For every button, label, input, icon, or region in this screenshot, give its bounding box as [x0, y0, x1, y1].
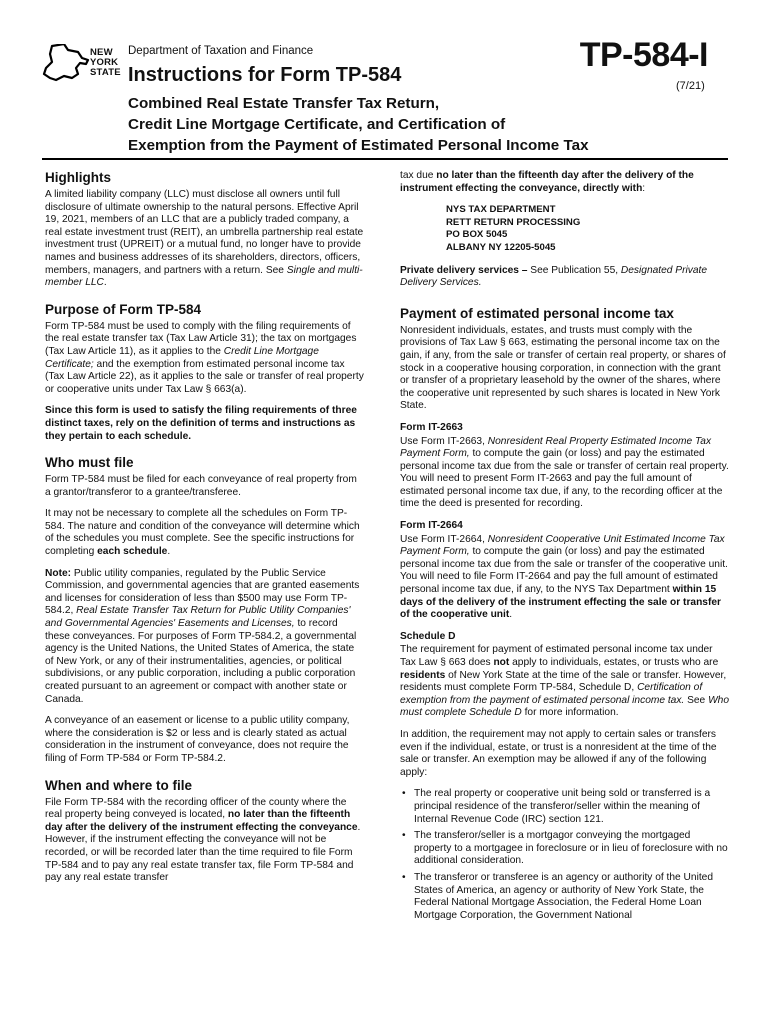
who-paragraph-2 [45, 508, 365, 558]
emphasis: within 15 days of the delivery of the instrument effecting the sale or transfer of the cooperative unit [400, 584, 721, 621]
subtitle-line: Combined Real Estate Transfer Tax Return, [128, 95, 440, 112]
private-delivery-paragraph [400, 265, 730, 290]
text: Form TP-584 must be used to comply with the filing requirements of the real estate transfer tax (Tax Law Article 31); the tax on mortgages (Tax Law Article 11), as it applies to the [45, 320, 357, 357]
revision-date: (7/21) [676, 80, 705, 92]
mailing-address [446, 204, 730, 254]
list-item: • The real property or cooperative unit being sold or transferred is a principal residence of the transferor/seller within the meaning of Internal Revenue Code (IRC) section 121. [414, 788, 730, 826]
highlights-paragraph [45, 189, 365, 290]
text: . [509, 609, 513, 621]
text: See [684, 694, 709, 706]
payment-section [400, 306, 730, 923]
text: It may not be necessary to complete all the schedules on Form TP-584. The nature and condition of the conveyance will determine which of the schedules you must complete. See the specific instructions for completing [45, 508, 360, 558]
left-column [45, 170, 365, 897]
continued-paragraph [400, 170, 730, 195]
text: and the exemption from estimated personal income tax (Tax Law Article 22), as it applies to the sale or transfer of real property or cooperative units under Tax Law § 663(a). [45, 358, 364, 395]
emphasis: each schedule [97, 546, 168, 558]
it2663-paragraph [400, 436, 730, 512]
text: File Form TP-584 with the recording officer of the county where the real property being conveyed is located, [45, 796, 347, 821]
text: . However, if the instrument effecting the conveyance will not be recorded, or will be recorded later than the time required to file Form TP-584 and to pay any real estate transfer tax, file Form TP-584 and pay any real estate transfer [45, 821, 361, 884]
form-title-reference: Nonresident Cooperative Unit Estimated Income Tax Payment Form, [400, 533, 725, 558]
logo-word-new: NEW [90, 47, 113, 58]
right-column [400, 170, 730, 934]
form-title-reference: Real Estate Transfer Tax Return for Public Utility Companies' and Governmental Agencies' Easements and Licenses, [45, 605, 351, 630]
text: See Publication 55, [527, 264, 621, 276]
exemption-list [400, 788, 730, 922]
address-line: RETT RETURN PROCESSING [446, 216, 581, 228]
note-paragraph [45, 568, 365, 707]
section-reference: Who must complete Schedule D [400, 694, 730, 719]
highlights-section [45, 170, 365, 290]
purpose-section [45, 302, 365, 443]
emphasis: not [493, 657, 510, 668]
purpose-note: Since this form is used to satisfy the filing requirements of three distinct taxes, rely on the definition of terms and instructions as they pertain to each schedule. [45, 405, 357, 442]
purpose-paragraph [45, 321, 365, 397]
nys-logo [42, 44, 122, 86]
subtitle-line: Credit Line Mortgage Certificate, and Certification of [128, 116, 506, 133]
form-number: TP-584-I [579, 36, 708, 74]
text: apply to individuals, estates, or trusts who are [509, 657, 719, 668]
page-title: Instructions for Form TP-584 [128, 64, 402, 86]
text: to compute the gain (or loss) and pay the estimated personal income tax due from the sale or transfer of the cooperative unit. You will need to file Form IT-2664 and pay the full amount of estimated personal income tax due, if any, to the NYS Tax Department [400, 546, 728, 596]
payment-paragraph: Nonresident individuals, estates, and trusts must comply with the provisions of Tax Law § 663, estimating the personal income tax on the gain, if any, from the sale or transfer of certain real property, or shares of stock in a cooperative housing corporation, in connection with the grant or transfer of a proprietary leasehold by the owner of the shares, where the cooperative unit represented by such shares is located in New York State. [400, 324, 726, 412]
text: Use Form IT-2663, [400, 435, 488, 447]
text: of New York State at the time of the sale or transfer. However, residents must complete Form TP-584, Schedule D, [400, 669, 727, 694]
header-divider [42, 158, 728, 160]
it2664-paragraph [400, 534, 730, 622]
logo-word-state: STATE [90, 67, 121, 78]
address-line: ALBANY NY 12205-5045 [446, 241, 556, 253]
emphasis: no later than the fifteenth day after the delivery of the instrument effecting the conveyance [45, 809, 358, 833]
text: . [103, 277, 107, 289]
emphasis: residents [400, 669, 446, 681]
highlights-heading: Highlights [45, 170, 111, 185]
logo-word-york: YORK [90, 57, 119, 68]
text: : [642, 182, 646, 194]
who-paragraph-1: Form TP-584 must be filed for each conveyance of real property from a grantor/transferor to a grantee/transferee. [45, 474, 357, 498]
payment-heading: Payment of estimated personal income tax [400, 305, 674, 321]
who-paragraph-4: A conveyance of an easement or license to a public utility company, where the consideration is $2 or less and is clearly stated as actual consideration in the instrument of conveyance, does not require the filing of Form TP-584 or Form TP-584.2. [45, 715, 350, 764]
text: A limited liability company (LLC) must disclose all owners until full disclosure of ultimate ownership to the natural persons. Effective April 19, 2021, members of an LLC that are a publicly traded company, a real estate investment trust (REIT), an umbrella partnership real estate investment trust (UPREIT) or a mutual fund, no longer have to provide names and business addresses of its shareholders, directors, officers, members, managers, and partners with a return. See [45, 189, 364, 276]
address-line: PO BOX 5045 [446, 229, 508, 241]
new-york-state-map-icon [42, 44, 90, 84]
note-label: Note: [45, 567, 72, 579]
text: tax due [400, 170, 437, 181]
addition-paragraph: In addition, the requirement may not apply to certain sales or transfers even if the individual, estate, or trust is a nonresident at the time of the sale or transfer. An exemption may be allowed if any of the following apply: [400, 728, 717, 778]
text: Use Form IT-2664, [400, 533, 488, 545]
purpose-heading: Purpose of Form TP-584 [45, 301, 202, 317]
schedule-d-paragraph [400, 644, 730, 720]
address-line: NYS TAX DEPARTMENT [446, 204, 556, 216]
list-item: • The transferor/seller is a mortgagor conveying the mortgaged property to a mortgagee in foreclosure or in lieu of foreclosure with no additional consideration. [414, 830, 730, 868]
subtitle-line: Exemption from the Payment of Estimated Personal Income Tax [128, 137, 589, 154]
text: Public utility companies, regulated by the Public Service Commission, and governmental agencies that are granted easements and licenses for consideration of less than $500 may use Form TP-584.2, [45, 567, 360, 617]
schedule-d-heading: Schedule D [400, 630, 456, 642]
department-name: Department of Taxation and Finance [128, 45, 314, 57]
publication-reference: Designated Private Delivery Services. [400, 264, 707, 289]
text: for more information. [521, 707, 619, 719]
subtitle [128, 93, 728, 156]
it2663-heading: Form IT-2663 [400, 421, 463, 433]
who-must-file-section [45, 455, 365, 765]
private-delivery-label: Private delivery services – [400, 264, 528, 276]
text: . [167, 546, 171, 558]
form-title-reference: Nonresident Real Property Estimated Income Tax Payment Form, [400, 435, 712, 460]
credit-line-reference: Credit Line Mortgage Certificate; [45, 345, 319, 370]
text: to record these conveyances. For purposes of Form TP-584.2, a governmental agency is the United Nations, the United States of America, the state of New York, or any of their instrumentalities, agencies, or political subdivisions, or any public corporation, including a public corporation created pursuant to an agreement or compact with another state or Canada. [45, 618, 357, 705]
certification-reference: Certification of exemption from the payment of estimated personal income tax. [400, 682, 703, 706]
llc-reference: Single and multi-member LLC [45, 264, 363, 289]
emphasis: no later than the fifteenth day after the delivery of the instrument effecting the conveyance, directly with [400, 170, 694, 194]
text: to compute the gain (or loss) and pay the estimated personal income tax due from the sale or transfer of certain real property. You will need to present Form IT-2663 and pay the full amount of estimated personal income tax due, if any, to the recording officer at the time the deed is presented for recording. [400, 448, 729, 510]
it2664-heading: Form IT-2664 [400, 520, 463, 532]
who-must-file-heading: Who must file [45, 455, 134, 471]
when-paragraph [45, 797, 365, 885]
when-where-heading: When and where to file [45, 777, 193, 793]
text: The requirement for payment of estimated personal income tax under Tax Law § 663 does [400, 644, 713, 668]
when-where-section [45, 778, 365, 885]
list-item: • The transferor or transferee is an agency or authority of the United States of America, an agency or authority of New York State, the Federal National Mortgage Association, the Federal Home Loan Mortgage Corporation, the Government National [414, 872, 730, 922]
